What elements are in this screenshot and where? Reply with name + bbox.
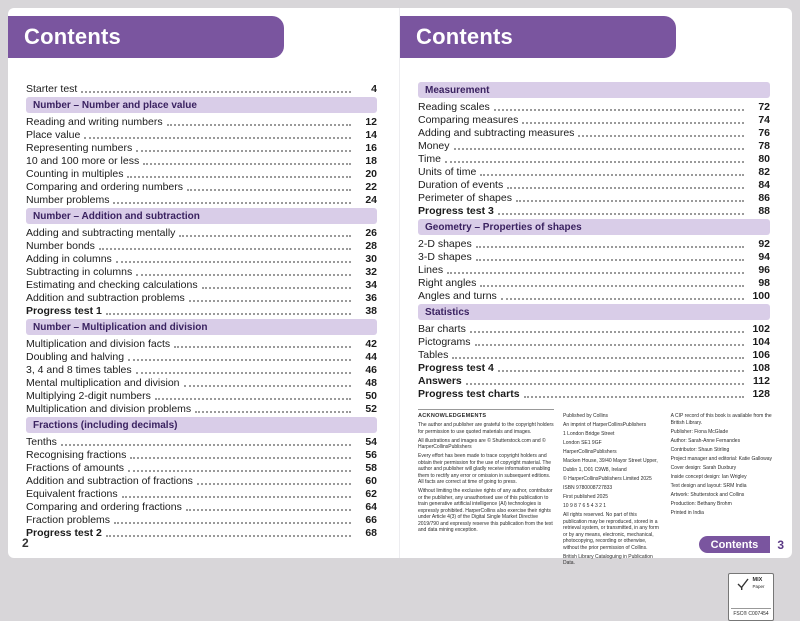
small-print-line: All rights reserved. No part of this publication may be reproduced, stored in a retrieval system, or transmitted, in any form or by any means, electronic, mechanical, photocopying, recording or otherwise, without the prior permission of Collins. — [563, 512, 659, 551]
dotted-leader — [122, 496, 351, 498]
toc-entry-page: 60 — [365, 475, 377, 487]
toc-entry-label: Number problems — [26, 194, 110, 206]
toc-entry-page: 68 — [365, 527, 377, 539]
small-print-line: Dublin 1, D01 C9W8, Ireland — [563, 467, 627, 473]
toc-entry-page: 36 — [365, 292, 377, 304]
toc-entry-page: 14 — [365, 129, 377, 141]
dotted-leader — [476, 246, 744, 248]
dotted-leader — [454, 148, 744, 150]
section-header: Number – Addition and subtraction — [26, 208, 377, 224]
toc-entry — [418, 250, 770, 263]
dotted-leader — [113, 202, 351, 204]
small-print-line: HarperCollinsPublishers — [563, 449, 617, 455]
toc-entry-label: Comparing and ordering fractions — [26, 501, 182, 513]
contents-banner-right — [400, 16, 676, 58]
toc-entry-label: Progress test 2 — [26, 527, 102, 539]
footer-right — [699, 536, 792, 553]
toc-entry-label: Pictograms — [418, 336, 471, 348]
small-print-line: All illustrations and images are © Shutterstock.com and © HarperCollinsPublishers — [418, 437, 546, 451]
left-page — [8, 8, 400, 558]
toc-entry-page: 30 — [365, 253, 377, 265]
toc-entry — [418, 139, 770, 152]
toc-entry-label: Lines — [418, 264, 444, 276]
small-print-line: Contributor: Shaun Stirling — [670, 446, 730, 453]
fsc-paper-label: Paper — [752, 584, 765, 590]
toc-entry — [418, 263, 770, 276]
toc-entry — [418, 191, 770, 204]
toc-entry-label: Recognising fractions — [26, 449, 127, 461]
dotted-leader — [480, 174, 744, 176]
toc-entry-page: 54 — [365, 436, 377, 448]
toc-entry-page: 26 — [365, 227, 377, 239]
dotted-leader — [179, 235, 351, 237]
toc-entry — [26, 337, 377, 350]
small-print-line: A CIP record of this book is available from the British Library. — [670, 413, 772, 426]
toc-entry — [26, 389, 377, 402]
toc-entry — [418, 237, 770, 250]
toc-entry-label: Fraction problems — [26, 514, 111, 526]
toc-entry — [26, 435, 377, 448]
fsc-logo-top — [737, 577, 764, 590]
toc-entry-page: 98 — [758, 277, 770, 289]
toc-entry — [26, 291, 377, 304]
toc-entry-label: Mental multiplication and division — [26, 377, 180, 389]
toc-entry-page: 104 — [752, 336, 770, 348]
toc-entry-label: Subtracting in columns — [26, 266, 133, 278]
toc-entry — [418, 204, 770, 217]
toc-entry-label: Units of time — [418, 166, 477, 178]
small-print-line: Cover design: Sarah Duxbury — [670, 464, 737, 471]
toc-entry-label: Reading scales — [418, 101, 490, 113]
dotted-leader — [447, 272, 744, 274]
toc-entry-page: 128 — [752, 388, 770, 400]
toc-entry-page: 80 — [758, 153, 770, 165]
section-header: Fractions (including decimals) — [26, 417, 377, 433]
dotted-leader — [136, 372, 351, 374]
section-header: Statistics — [418, 304, 770, 320]
toc-entry — [26, 304, 377, 317]
toc-entry-label: Tenths — [26, 436, 57, 448]
dotted-leader — [202, 287, 351, 289]
fsc-logo — [728, 573, 774, 621]
toc-entry — [26, 82, 377, 95]
dotted-leader — [195, 411, 351, 413]
dotted-leader — [116, 261, 351, 263]
toc-entry — [418, 113, 770, 126]
toc-entry — [26, 252, 377, 265]
toc-entry — [26, 154, 377, 167]
dotted-leader — [128, 470, 351, 472]
toc-entry — [26, 448, 377, 461]
toc-entry-page: 32 — [365, 266, 377, 278]
page-title: Contents — [416, 24, 513, 49]
acknowledgements-column-2 — [563, 409, 662, 569]
dotted-leader — [143, 163, 351, 165]
toc-entry-page: 72 — [758, 101, 770, 113]
toc-entry-page: 88 — [758, 205, 770, 217]
dotted-leader — [501, 298, 744, 300]
small-print-line: Printed in India — [670, 509, 704, 516]
small-print-line: Text design and layout: SRM India — [670, 482, 747, 489]
toc-entry-page: 56 — [365, 449, 377, 461]
toc-entry-page: 78 — [758, 140, 770, 152]
toc-entry — [418, 348, 770, 361]
section-header: Geometry – Properties of shapes — [418, 219, 770, 235]
dotted-leader — [516, 200, 744, 202]
toc-entry-label: 2-D shapes — [418, 238, 472, 250]
toc-entry-page: 102 — [752, 323, 770, 335]
toc-entry-page: 66 — [365, 514, 377, 526]
small-print-line: Author: Sarah-Anne Fernandes — [670, 437, 741, 444]
toc-entry-label: Adding and subtracting mentally — [26, 227, 176, 239]
toc-entry-page: 94 — [758, 251, 770, 263]
dotted-leader — [524, 396, 744, 398]
toc-entry — [26, 141, 377, 154]
toc-entry-label: Duration of events — [418, 179, 504, 191]
folio-number-right: 3 — [777, 537, 784, 552]
toc-entry-page: 74 — [758, 114, 770, 126]
dotted-leader — [466, 383, 744, 385]
dotted-leader — [507, 187, 744, 189]
dotted-leader — [445, 161, 744, 163]
toc-entry-page: 108 — [752, 362, 770, 374]
toc-entry-page: 16 — [365, 142, 377, 154]
toc-entry — [418, 335, 770, 348]
small-print-line: Without limiting the exclusive rights of any author, contributor or the publisher, any unauthorised use of this publication to train generative artificial intelligence (AI) technologies is expressly prohibited. HarperCollins also exercise their rights under Article 4(3) of the Digital Single Market Directive 2019/790 and expressly reserve this publication from the text and data mining exception. — [418, 488, 553, 534]
dotted-leader — [578, 135, 744, 137]
toc-entry-label: Multiplication and division facts — [26, 338, 171, 350]
toc-entry — [418, 165, 770, 178]
toc-entry-label: Tables — [418, 349, 449, 361]
toc-entry-page: 112 — [753, 375, 770, 387]
dotted-leader — [187, 189, 351, 191]
toc-entry-label: Adding in columns — [26, 253, 112, 265]
toc-entry-label: Time — [418, 153, 441, 165]
toc-entry-page: 12 — [365, 116, 377, 128]
toc-entry — [418, 126, 770, 139]
toc-entry — [26, 526, 377, 539]
page-title: Contents — [24, 24, 121, 49]
toc-entry — [26, 363, 377, 376]
dotted-leader — [470, 331, 744, 333]
toc-entry-page: 22 — [365, 181, 377, 193]
small-print-line: Publisher: Fiona McGlade — [670, 428, 729, 435]
fsc-code-label: FSC® C007454 — [731, 608, 771, 617]
toc-entry-page: 84 — [758, 179, 770, 191]
right-page — [400, 8, 792, 617]
small-print-line: © HarperCollinsPublishers Limited 2025 — [563, 476, 652, 482]
dotted-leader — [167, 124, 351, 126]
toc-entry — [26, 193, 377, 206]
toc-entry-label: Multiplication and division problems — [26, 403, 192, 415]
toc-entry-page: 64 — [365, 501, 377, 513]
dotted-leader — [84, 137, 351, 139]
toc-entry-label: Adding and subtracting measures — [418, 127, 575, 139]
toc-entry — [26, 487, 377, 500]
toc-entry — [418, 178, 770, 191]
toc-entry-label: Right angles — [418, 277, 477, 289]
section-header: Number – Number and place value — [26, 97, 377, 113]
small-print-line: Published by Collins — [563, 413, 609, 419]
toc-entry-page: 106 — [752, 349, 770, 361]
dotted-leader — [498, 370, 744, 372]
toc-entry — [26, 167, 377, 180]
toc-entry — [418, 100, 770, 113]
toc-entry-label: Progress test 3 — [418, 205, 494, 217]
toc-entry-page: 96 — [758, 264, 770, 276]
toc-entry — [418, 322, 770, 335]
toc-entry — [418, 152, 770, 165]
toc-entry-label: Money — [418, 140, 450, 152]
toc-entry — [26, 115, 377, 128]
dotted-leader — [452, 357, 744, 359]
toc-entry-page: 44 — [365, 351, 377, 363]
contents-banner-left — [8, 16, 284, 58]
toc-entry-label: Starter test — [26, 83, 78, 95]
dotted-leader — [99, 248, 351, 250]
toc-entry — [26, 265, 377, 278]
toc-entry-page: 58 — [365, 462, 377, 474]
toc-entry — [26, 350, 377, 363]
small-print-line: Inside concept design: Ian Wrigley — [670, 473, 747, 480]
toc-entry — [26, 500, 377, 513]
toc-entry-page: 82 — [758, 166, 770, 178]
small-print-line: Artwork: Shutterstock and Collins — [670, 491, 745, 498]
toc-right — [400, 82, 792, 400]
toc-entry — [26, 474, 377, 487]
toc-entry-page: 76 — [758, 127, 770, 139]
toc-entry-label: Doubling and halving — [26, 351, 125, 363]
toc-entry-label: 10 and 100 more or less — [26, 155, 140, 167]
toc-entry — [26, 513, 377, 526]
dotted-leader — [81, 91, 351, 93]
acknowledgements-heading: ACKNOWLEDGEMENTS — [418, 413, 487, 419]
dotted-leader — [522, 122, 744, 124]
toc-entry-label: Progress test 4 — [418, 362, 494, 374]
toc-entry-page: 34 — [365, 279, 377, 291]
dotted-leader — [174, 346, 351, 348]
toc-entry-label: Estimating and checking calculations — [26, 279, 198, 291]
toc-entry-label: Perimeter of shapes — [418, 192, 512, 204]
toc-entry-label: Addition and subtraction of fractions — [26, 475, 193, 487]
dotted-leader — [127, 176, 351, 178]
toc-entry-label: 3, 4 and 8 times tables — [26, 364, 132, 376]
dotted-leader — [494, 109, 744, 111]
toc-entry-page: 28 — [365, 240, 377, 252]
folio-number-left: 2 — [22, 536, 29, 550]
toc-entry-label: Progress test charts — [418, 388, 520, 400]
toc-entry-label: Comparing and ordering numbers — [26, 181, 184, 193]
dotted-leader — [136, 150, 351, 152]
dotted-leader — [197, 483, 351, 485]
small-print-line: The author and publisher are grateful to the copyright holders for permission to use quoted materials and images. — [418, 422, 554, 435]
toc-entry-label: Reading and writing numbers — [26, 116, 163, 128]
toc-entry — [26, 402, 377, 415]
toc-entry-page: 62 — [365, 488, 377, 500]
toc-entry-page: 100 — [752, 290, 770, 302]
toc-entry-page: 92 — [758, 238, 770, 250]
toc-entry-page: 52 — [365, 403, 377, 415]
toc-entry-page: 46 — [365, 364, 377, 376]
dotted-leader — [130, 457, 351, 459]
dotted-leader — [186, 509, 351, 511]
toc-entry-page: 38 — [365, 305, 377, 317]
toc-left — [8, 82, 399, 539]
toc-entry — [418, 387, 770, 400]
small-print-line: Project manager and editorial: Katie Galloway — [670, 455, 773, 462]
toc-entry-label: Place value — [26, 129, 81, 141]
toc-entry — [418, 276, 770, 289]
toc-entry-page: 18 — [365, 155, 377, 167]
dotted-leader — [189, 300, 351, 302]
toc-entry-label: Angles and turns — [418, 290, 497, 302]
toc-entry — [26, 226, 377, 239]
toc-entry-label: Counting in multiples — [26, 168, 124, 180]
toc-entry-page: 86 — [758, 192, 770, 204]
dotted-leader — [106, 535, 351, 537]
small-print-line: First published 2025 — [563, 494, 609, 500]
acknowledgements-column-1 — [418, 409, 554, 569]
toc-entry-label: Number bonds — [26, 240, 95, 252]
toc-entry-label: Multiplying 2-digit numbers — [26, 390, 151, 402]
dotted-leader — [498, 213, 744, 215]
small-print-line: 10 9 8 7 6 5 4 3 2 1 — [563, 503, 607, 509]
dotted-leader — [476, 259, 744, 261]
dotted-leader — [475, 344, 744, 346]
fsc-mix-label: MIX — [752, 577, 763, 583]
dotted-leader — [106, 313, 351, 315]
small-print-line: Macken House, 39/40 Mayor Street Upper, — [563, 458, 658, 464]
toc-entry-label: Fractions of amounts — [26, 462, 125, 474]
toc-entry — [26, 376, 377, 389]
dotted-leader — [136, 274, 351, 276]
dotted-leader — [61, 444, 351, 446]
small-print-line: Every effort has been made to trace copyright holders and obtain their permission for the use of copyright material. The author and publisher will gladly receive information enabling them to rectify any error or omission in subsequent editions. All facts are correct at time of going to press. — [418, 453, 552, 486]
small-print-line: British Library Cataloguing in Publication Data. — [563, 553, 653, 566]
toc-entry — [26, 180, 377, 193]
dotted-leader — [128, 359, 351, 361]
toc-entry — [26, 278, 377, 291]
dotted-leader — [114, 522, 351, 524]
section-header: Number – Multiplication and division — [26, 319, 377, 335]
toc-entry-label: Comparing measures — [418, 114, 519, 126]
toc-entry — [418, 374, 770, 387]
toc-entry-page: 48 — [365, 377, 377, 389]
toc-entry-page: 24 — [365, 194, 377, 206]
toc-entry — [26, 239, 377, 252]
dotted-leader — [184, 385, 352, 387]
book-spread — [8, 8, 792, 617]
fsc-tree-icon — [737, 577, 749, 590]
dotted-leader — [480, 285, 744, 287]
toc-entry — [418, 289, 770, 302]
small-print-line: An imprint of HarperCollinsPublishers — [563, 422, 647, 428]
toc-entry — [26, 128, 377, 141]
toc-entry-label: Answers — [418, 375, 462, 387]
footer-contents-label: Contents — [699, 536, 771, 553]
small-print-line: London SE1 9GF — [563, 440, 602, 446]
section-header: Measurement — [418, 82, 770, 98]
toc-entry — [26, 461, 377, 474]
toc-entry-page: 50 — [365, 390, 377, 402]
toc-entry-label: Equivalent fractions — [26, 488, 118, 500]
small-print-line: 1 London Bridge Street — [563, 431, 615, 437]
toc-entry-label: Addition and subtraction problems — [26, 292, 185, 304]
toc-entry-label: Progress test 1 — [26, 305, 102, 317]
toc-entry-page: 4 — [371, 83, 377, 95]
toc-entry-page: 20 — [365, 168, 377, 180]
toc-entry-page: 42 — [365, 338, 377, 350]
dotted-leader — [155, 398, 351, 400]
toc-entry-label: 3-D shapes — [418, 251, 472, 263]
toc-entry-label: Representing numbers — [26, 142, 133, 154]
small-print-line: ISBN 9780008727833 — [563, 485, 613, 491]
toc-entry-label: Bar charts — [418, 323, 466, 335]
small-print-line: Production: Bethany Brohm — [670, 500, 732, 507]
toc-entry — [418, 361, 770, 374]
